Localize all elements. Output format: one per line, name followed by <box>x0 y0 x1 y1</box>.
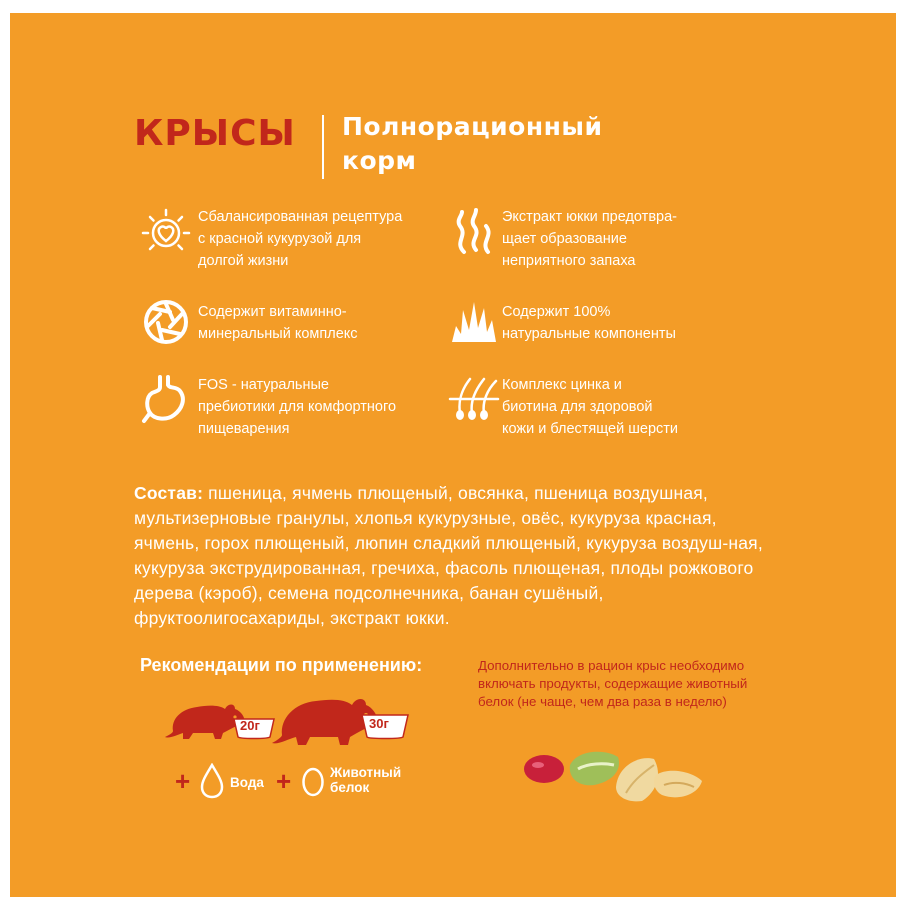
heart-sun-icon <box>140 206 192 258</box>
page-title: КРЫСЫ <box>134 113 296 154</box>
recommendations-title: Рекомендации по применению: <box>140 655 423 675</box>
egg-icon <box>301 765 325 797</box>
feature-text-natural-components: Содержит 100% натуральные компоненты <box>502 304 676 342</box>
smell-waves-icon <box>448 206 500 258</box>
plus-sign-protein: + <box>276 766 292 796</box>
feature-text-yucca-extract: Экстракт юкки предотвра- щает образование неприятного запаха <box>502 209 677 269</box>
feature-text-zinc-biotin: Комплекс цинка и биотина для здоровой кожи и блестящей шерсти <box>502 377 678 437</box>
feature-text-vitamin-complex: Содержит витаминно- минеральный комплекс <box>198 304 358 342</box>
feature-text-fos-prebiotics: FOS - натуральные пребиотики для комфортного пищеварения <box>198 377 397 437</box>
composition-text: пшеница, ячмень плющеный, овсянка, пшеница воздушная, мультизерновые гранулы, хлопья кукурузные, овёс, кукуруза красная, ячмень, горох плющеный, люпин сладкий плющеный, кукуруза воздуш-ная, кукуруза экструдированная, гречиха, фасоль плющеная, плоды рожкового дерева (кэроб), семена подсолнечника, банан сушёный, фруктоолигосахариды, экстракт юкки. <box>134 483 763 628</box>
aperture-icon <box>140 296 192 348</box>
additional-note: Дополнительно в рацион крыс необходимо включать продукты, содержащие животный белок (не чаще, чем два раза в неделю) <box>478 658 748 709</box>
grass-icon <box>448 296 500 348</box>
stomach-icon <box>140 373 192 425</box>
water-label: Вода <box>230 775 264 790</box>
plus-sign-water: + <box>175 766 191 796</box>
composition-label: Состав: <box>134 483 204 503</box>
product-info-panel <box>10 13 896 897</box>
small-rat-dose: 20г <box>240 718 260 733</box>
water-drop-icon <box>200 763 224 799</box>
protein-label: Животный белок <box>330 765 402 795</box>
title-divider <box>322 115 324 179</box>
composition-paragraph <box>134 481 774 631</box>
page-subtitle: Полнорационный корм <box>342 112 603 175</box>
hair-follicle-icon <box>448 373 500 425</box>
protein-food-illustration <box>522 735 722 805</box>
feature-text-balanced-recipe: Сбалансированная рецептура с красной кукурузой для долгой жизни <box>198 209 403 269</box>
large-rat-dose: 30г <box>369 716 389 731</box>
